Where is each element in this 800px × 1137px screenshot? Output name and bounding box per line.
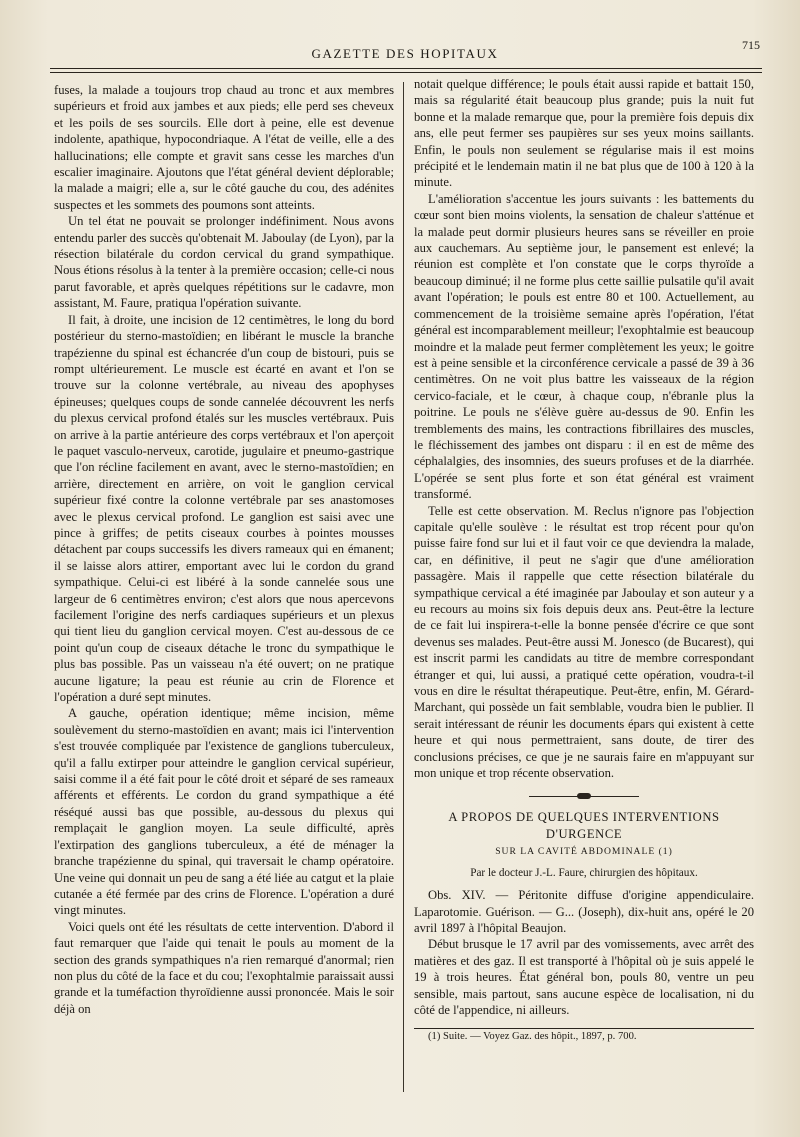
left-paragraph: A gauche, opération identique; même incision, même soulèvement du sterno-mastoïdien en avant; mais ici l'intervention s'est trouvée compliquée par l'existence de ganglions tuberculeux, qu'il a fallu extirper pour atteindre le ganglion cervical supérieur, saisi comme il a été fait pour le côté droit et séparé de ses rameaux afférents et efférents. Le cordon du grand sympathique a été réséqué aussi bas que possible, au-dessous du plexus qui remplaçait le ganglion moyen. La seule difficulté, après l'extirpation des ganglions tuberculeux, a été de ménager la branche trapézienne du spinal, qui traversait le champ opératoire. Une veine qui donnait un peu de sang a été liée au catgut et la plaie cutanée a été fermée par des crins de Florence. L'opération a duré vingt minutes. — [54, 706, 394, 918]
article-subtitle: SUR LA CAVITÉ ABDOMINALE (1) — [495, 846, 673, 858]
left-paragraph: Il fait, à droite, une incision de 12 centimètres, le long du bord postérieur du sterno-mastoïdien; en libérant le muscle la branche trapézienne du spinal est échancrée d'un coup de bistouri, puis se rompt ultérieurement. Le muscle est écarté en avant et l'on se trouve sur la colonne vertébrale, au niveau des apophyses épineuses; quelques coups de sonde cannelée découvrent les nerfs du plexus cervical profond étalés sur les muscles vertébraux. Puis on arrive à la partie antérieure des corps vertébraux et l'on aperçoit le paquet vasculo-nerveux, carotide, jugulaire et pneumo-gastrique que l'on récline facilement en avant, avec le sterno-mastoïdien; en arrière, directement en arrière, on voit le ganglion cervical supérieur fixé contre la colonne vertébrale par ses anastomoses avec le plexus cervical profond. Le ganglion est saisi avec une pince à griffes; de petits ciseaux courbes à pointes mousses détachent par coups successifs les divers rameaux qui en émanent; il se laisse alors attirer, emportant avec lui le cordon du grand sympathique. Celui-ci est libéré à la sonde cannelée sous une largeur de 6 centimètres environ; c'est alors que nous apercevons facilement l'origine des nerfs cardiaques supérieurs et un plexus qui tient lieu du ganglion cervical moyen. C'est au-dessous de ce point qu'un coup de ciseaux détache le tronc du sympathique le plus bas possible. Pas un vaisseau n'a été ouvert; on ne pratique aucune ligature; la peau est réunie au crin de Florence et l'opération a duré sept minutes. — [54, 312, 394, 705]
page-header — [50, 38, 760, 68]
separator-ornament — [577, 793, 591, 799]
left-paragraph: Un tel état ne pouvait se prolonger indéfiniment. Nous avons entendu parler des succès qu'obtenait M. Jaboulay (de Lyon), par la résection bilatérale du cordon cervical du grand sympathique. Nous étions résolus à la tenter à la première occasion; celle-ci nous parut favorable, et après quelques répétitions sur le cadavre, mon assistant, M. Faure, pratiqua l'opération suivante. — [54, 214, 394, 311]
left-paragraph: fuses, la malade a toujours trop chaud au tronc et aux membres supérieurs et froid aux jambes et aux pieds; elle perd ses cheveux et les poils de ses sourcils. Elle dort à peine, elle est devenue indolente, apathique, hypocondriaque. A l'état de veille, elle a des hallucinations; elle compte et gravit sans cesse les marches d'un escalier imaginaire. Ajoutons que l'état général devient déplorable; la malade a maigri; elle a, sur le côté gauche du cou, des adénites suspectes et les sommets des poumons sont atteints. — [54, 83, 394, 212]
footnote: (1) Suite. — Voyez Gaz. des hôpit., 1897, p. 700. — [428, 1031, 637, 1043]
section-separator — [529, 793, 639, 799]
observation-body: Début brusque le 17 avril par des vomissements, avec arrêt des matières et des gaz. Il est transporté à l'hôpital où je suis appelé le 19 à trois heures. État général bon, pouls 80, ventre un peu sensible, mais partout, sans aucune espèce de localisation, ni du côté de l'appendice, ni ailleurs. — [414, 937, 754, 1017]
header-rule — [50, 68, 762, 69]
right-paragraph: Telle est cette observation. M. Reclus n'ignore pas l'objection capitale qu'elle soulève : le résultat est trop récent pour qu'on puisse faire fond sur lui et il faut voir ce que deviendra la malade, car, en définitive, il peut ne s'agir que d'une amélioration passagère. Mais il rappelle que cette résection bilatérale du sympathique cervical a été imaginée par Jaboulay et son auteur y a eu recours au moins six fois depuis deux ans. Peut-être la lecture de ce fait lui inspirera-t-elle la bonne pensée d'écrire ce que sont devenus ses malades. Peut-être aussi M. Jonesco (de Bucarest), qui est inscrit parmi les candidats au titre de membre correspondant étranger et qui, lui aussi, a pratiqué cette opération, voudra-t-il vous en dire le résultat thérapeutique. Peut-être, enfin, M. Gérard-Marchant, qui possède un fait semblable, voudra bien le publier. Il serait intéressant de réunir les documents épars qui existent à cette heure et qui nous permettraient, sans doute, de tirer des conclusions précises, ce que je ne saurais faire en m'appuyant sur mon unique et trop récente observation. — [414, 503, 754, 781]
page-number: 715 — [742, 38, 760, 52]
header-rule-secondary — [50, 72, 762, 73]
right-paragraph: L'amélioration s'accentue les jours suivants : les battements du cœur sont bien moins violents, la sensation de chaleur s'atténue et la malade peut dormir plusieurs heures sans se réveiller en proie aux cauchemars. Au septième jour, le pansement est enlevé; la réunion est complète et l'on constate que le corps thyroïde a beaucoup diminué; il ne forme plus cette saillie pulsatile qu'il avait avant l'opération; le pouls est entre 80 et 100. Actuellement, au commencement de la troisième semaine après l'opération, l'état général est incomparablement meilleur; l'exophtalmie est beaucoup moindre et la malade peut fermer complètement les yeux; le goitre est à peine sensible et la circonférence cervicale a passé de 39 à 36 centimètres. On ne voit plus battre les vaisseaux de la région cervico-faciale, et le cœur, à chaque coup, n'ébranle plus la poitrine. Le pouls ne s'élève guère au-dessus de 90. Enfin les tremblements des mains, les contractions fibrillaires des muscles, le fléchissement des jambes ont disparu : il en est de même des céphalalgies, des insomnies, des sueurs profuses et de la diarrhée. L'opérée se sent plus forte et son état général est vraiment transformé. — [414, 191, 754, 502]
column-divider — [403, 82, 404, 1092]
article-author: Par le docteur J.-L. Faure, chirurgien des hôpitaux. — [470, 866, 698, 879]
article-title: A PROPOS DE QUELQUES INTERVENTIONS D'URGENCE — [448, 810, 720, 841]
running-title: GAZETTE DES HOPITAUX — [311, 46, 499, 61]
left-paragraph: Voici quels ont été les résultats de cette intervention. D'abord il faut remarquer que l'aide qui tenait le pouls au moment de la section des grands sympathiques n'a rien remarqué d'anormal; rien non plus du côté de la face et du cou; l'exophtalmie paraissait aussi grande et la tuméfaction thyroïdienne aussi prononcée. Mais le soir déjà on — [54, 919, 394, 1016]
right-column — [414, 76, 754, 1046]
observation-heading: Obs. XIV. — Péritonite diffuse d'origine appendiculaire. Laparotomie. Guérison. — G... (Joseph), dix-huit ans, opéré le 20 avril 1897 à l'hôpital Beaujon. — [414, 888, 754, 935]
left-column — [54, 82, 394, 1017]
right-paragraph: notait quelque différence; le pouls était aussi rapide et battait 150, mais sa régularité était beaucoup plus grande; puis la nuit fut bonne et la malade remarque que, pour la première fois depuis dix ans, elle peut fermer ses paupières sur ses yeux moins saillants. Enfin, le pouls non seulement se régularise mais il est moins précipité et le lendemain matin il ne bat plus que de 100 à 120 à la minute. — [414, 77, 754, 190]
